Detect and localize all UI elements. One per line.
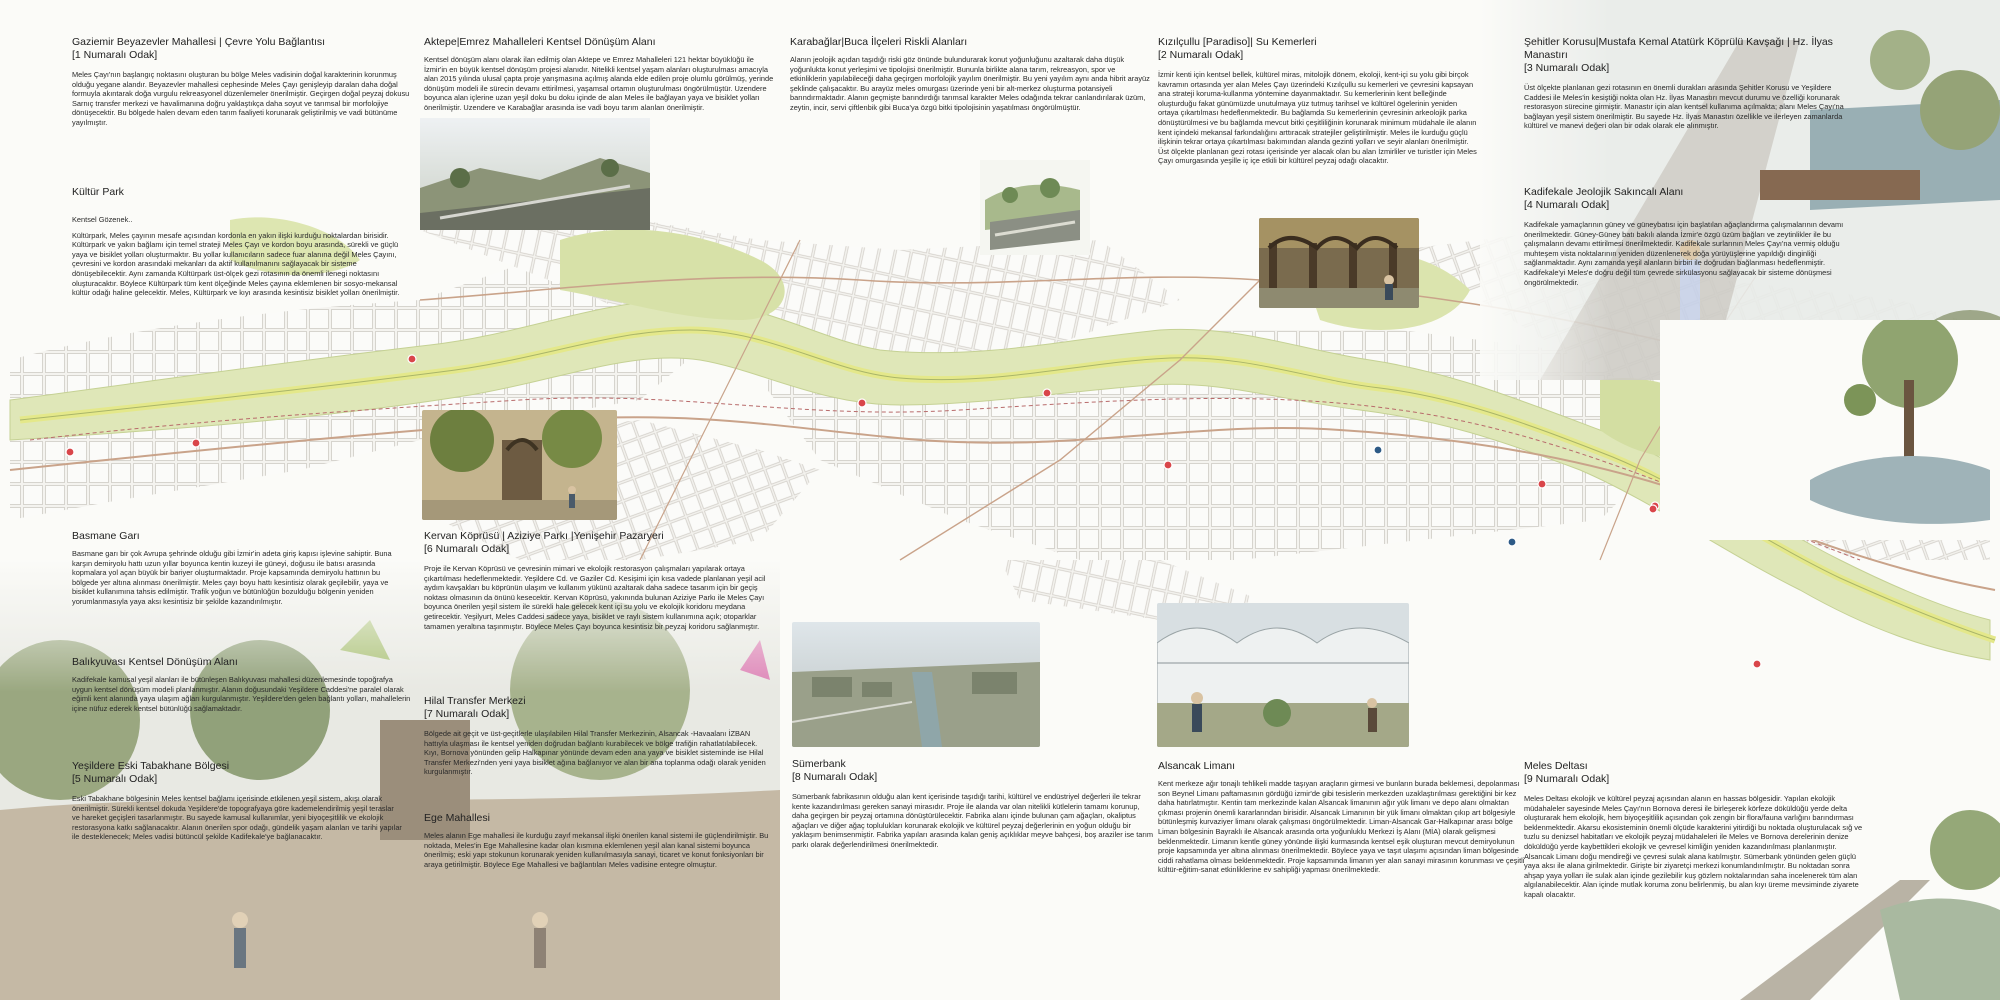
- section-subheading: [6 Numaralı Odak]: [424, 543, 510, 555]
- section-heading: Gaziemir Beyazevler Mahallesi | Çevre Yolu Bağlantısı: [72, 36, 326, 48]
- section-body: Kentsel dönüşüm alanı olarak ilan edilmiş olan Aktepe ve Emrez Mahalleleri 121 hektar büyüklüğü ile İzmir'in en büyük kentsel dönüşüm projesi alanıdır. Nitelikli kentsel yaşam alanları oluşturulması amacıyla alan 2015 yılında ulusal çapta proje yarışmasına açılmış alanda elde edilen proje olumlu görülmüş, yerinde dönüşüm modeli ile sürecin devamı ettirilmesi, yaşamsal ortamın oluşturulması öngörülmüştür. Uzendere boyunca alan içlerine uzan yeşil doku bu doku içinde de alan Meles ile bağlayan yaya ve bisiklet yolları önerilmiştir. Uzendere ve Karabağlar arasında ise vadi boyu tarım alanları önerilmiştir.: [424, 55, 774, 112]
- section-heading: Yeşildere Eski Tabakhane Bölgesi: [72, 760, 230, 772]
- section-body: Bölgede ait geçit ve üst-geçitlerle ulaşılabilen Hilal Transfer Merkezinin, Alsancak -Havaalanı İZBAN hattıyla ulaşması ile kentsel yeniden doğrudan bağlantı kurabilecek ve bölge trafiğin rahatlatılabilecek. Kıyı, Bornova yönünden gelip Halkapınar yönünde devam eden ana yaya ve bisiklet sisteminde ise Hilal Transfer Merkezi'nden yeni yaya bisiklet ağına bağlanıyor ve alan bir ana toplanma odağı olarak yeniden kurgulanmıştır.: [424, 729, 766, 777]
- section-subheading: [7 Numaralı Odak]: [424, 708, 510, 720]
- section-body: Alanın jeolojik açıdan taşıdığı riski göz önünde bulundurarak konut yoğunluğunu azaltarak daha düşük yoğunlukta konut yerleşimi ve tipolojisi önerilmiştir. Bununla birlikte alana tarım, rekreasyon, spor ve etkinliklerin yapılabileceği daha geçirgen morfolojik yayılım önerilmiştir. Bu yeni yayılım aynı anda hibrit arayüz şeklinde çalışacaktır. Bu arayüz meles omurgası üzerinde yeni bir alt-merkez oluşturma potansiyeli barındırmaktadır. Alanın geçmişte barındırdığı tarımsal karakter Meles odağında tekrar canlandırılarak üzüm, zeytin, incir, servi çiftlenbik gibi Buca'ya özgü bitki tipolojisinin yaşatılması öngörülmüştür.: [790, 55, 1150, 112]
- section-tabakhane: [72, 760, 402, 842]
- section-subheading: [3 Numaralı Odak]: [1524, 62, 1610, 74]
- marker-red: [1753, 660, 1761, 668]
- marker-blue: [1374, 446, 1382, 454]
- marker-red: [66, 448, 74, 456]
- photo-aktepe: [420, 118, 650, 230]
- section-heading: Aktepe|Emrez Mahalleleri Kentsel Dönüşüm Alanı: [424, 36, 656, 48]
- section-heading: Kızılçullu [Paradiso]| Su Kemerleri: [1158, 36, 1317, 48]
- section-body: Basmane garı bir çok Avrupa şehrinde olduğu gibi İzmir'in adeta giriş kapısı işlevine sahiptir. Buna karşın demiryolu hattı uzun yıllar boyunca kentin kuzeyi ile güneyi, doğusu ile batısı arasında kopmalara yol açan büyük bir bariyer oluşturmaktadır. Proje kapsamında demiryolu hattının bu bölgede yer altına alınması önerilmiştir. Meles çayı boyu hattı kesintisiz olarak geçilebilir, yaya ve bisiklet kullanımına tahsis edilmiştir. Trafik yoğun ve bütünlüğün bozulduğu bölgenin yeniden yorumlanmasıyla yaya aksı kesintisiz bir şekilde kazandırılmıştır.: [72, 549, 392, 606]
- marker-red: [1043, 389, 1051, 397]
- section-heading: Şehitler Korusu|Mustafa Kemal Atatürk Köprülü Kavşağı | Hz. İlyas Manastırı: [1524, 36, 1833, 61]
- section-aktepe: [424, 36, 774, 113]
- section-body: Meles alanın Ege mahallesi ile kurduğu zayıf mekansal ilişki önerilen kanal sistemi ile güçlendirilmiştir. Bu noktada, Meles'in Ege Mahallesine kadar olan kısmına eklemlenen yeşil alan kanal sistemi boyunca önerilmiş; eski yapı stokunun korunarak yeniden kullanılmasıyla sanayi, ticaret ve konut fonksiyonları bir araya getirilmiştir. Böylece Ege Mahallesi ve bağlantıları Meles vadisine entegre olmuştur.: [424, 831, 769, 869]
- section-hilal: [424, 695, 774, 777]
- section-subheading: [8 Numaralı Odak]: [792, 771, 878, 783]
- section-subheading: [5 Numaralı Odak]: [72, 773, 158, 785]
- section-body: Üst ölçekte planlanan gezi rotasının en önemli durakları arasında Şehitler Korusu ve Yeşildere Caddesi ile Meles'in kesiştiği nokta olan Hz. İlyas Manastırı mevcut durumu ve özelliği korunarak restorasyon sürecine girmiştir. Manastır için alan kentsel kullanıma açılmakta; alanı Meles Çayı'na bağlayan yeşil sistem önerilmiştir. Bu sayede Hz. İlyas Manastırı özellikle ve ilerleyen zamanlarda kültürel ve manevi değeri olan bir odak olarak ele alınmıştır.: [1524, 83, 1844, 131]
- marker-red: [858, 399, 866, 407]
- section-balikyuvasi: [72, 656, 412, 713]
- section-heading: Karabağlar|Buca İlçeleri Riskli Alanları: [790, 36, 968, 48]
- photo-meles-delta: [1660, 320, 2000, 540]
- section-kadifekale: [1524, 186, 1844, 287]
- section-ege: [424, 812, 774, 869]
- section-heading: Balıkyuvası Kentsel Dönüşüm Alanı: [72, 656, 238, 668]
- section-heading: Kervan Köprüsü | Aziziye Parkı |Yenişehir Pazaryeri: [424, 530, 664, 542]
- section-heading: Kadifekale Jeolojik Sakıncalı Alanı: [1524, 186, 1684, 198]
- marker-red: [1164, 461, 1172, 469]
- section-heading: Meles Deltası: [1524, 760, 1588, 772]
- section-kizilcullu: [1158, 36, 1478, 166]
- section-subheading: Kentsel Gözenek..: [72, 215, 133, 224]
- section-body: Kent merkeze ağır tonajlı tehlikeli madde taşıyan araçların girmesi ve bunların burada beklemesi, depolanması son Beynel Limanı paftamasının gördüğü izmir'de gibi tesislerin merkezden uzaklaştırılması gerektiğini bir kez daha hatırlatmıştır. Kentin tam merkezinde kalan Alsancak limanının ağır yük limanı ve depo alanı olmaktan çıkması projenin önemli kararlarından birisidir. Alsancak Limanının bir yük limanı olmaktan çıkıp art bölgesiyle bütünleşmiş kurvaziyer limanı olarak çalışması öngörülmektedir. Liman-Alsancak Gar-Halkapınar arası bölge Liman bölgesinin Bayraklı ile Alsancak arasında orta yoğunluklu Merkezi İş Alanı (MİA) olarak gelişmesi beklenmektedir. Limanın kentle güney yönünde ilişki kurmasında kentsel eşik oluşturan mevcut demiryolunun proje kapsamında yer altına alınması önerilmektedir. Böylece yaya ve taşıt ulaşımı açısından liman bölgesinde ciddi rahatlama olması beklenmektedir. Proje kapsamında limanın yer alan sanayi mirasının korunması ve çeşitli kültür-eğitim-sanat etkinliklerine ev sahipliği yapması önerilmektedir.: [1158, 779, 1525, 875]
- section-meles-deltasi: [1524, 760, 1864, 900]
- section-sehitler: [1524, 36, 1844, 131]
- section-kultur-park: [72, 186, 412, 298]
- section-subheading: [4 Numaralı Odak]: [1524, 199, 1610, 211]
- photo-karabaglar: [980, 160, 1090, 255]
- section-subheading: [1 Numaralı Odak]: [72, 49, 158, 61]
- section-karabaglar: [790, 36, 1150, 113]
- section-heading: Basmane Garı: [72, 530, 140, 542]
- marker-red: [1538, 480, 1546, 488]
- photo-kizilcullu-aqueduct: [1259, 218, 1419, 308]
- section-body: Meles Çayı'nın başlangıç noktasını oluşturan bu bölge Meles vadisinin doğal karakterinin korunmuş olduğu yegane alandır. Beyazevler mahallesi cephesinde Meles Çayı genişleyip daralan daha doğal formuyla akıntarak doğa vurgulu rekreasyonel düzenlemeler önerilmiştir. Geçirgen doğal peyzaj dokusu Sarnıç transfer merkezi ve havalimanına doğru yaklaştıkça daha soyut ve tarımsal bir morfolojiye dönüşecektir. Bu bölgede halen devam eden tarım faaliyeti korunarak geliştirilmiş ve vadi bütünüme yayılmıştır.: [72, 70, 410, 127]
- section-gaziemir: [72, 36, 412, 128]
- marker-red: [408, 355, 416, 363]
- photo-kervan-bridge: [422, 410, 617, 520]
- section-heading: Hilal Transfer Merkezi: [424, 695, 526, 707]
- section-body: Kültürpark, Meles çayının mesafe açısından kordonla en yakın ilişki kurduğu noktalardan birisidir. Kültürpark ve yakın bağlamı için temel strateji Meles Çayı ve kordon boyu arasında, sürekli ve güçlü yaya ve bisiklet yolları oluşturmaktır. Bu yollar kullanıcıların sadece fuar alanına değil Meles Çayını, çevresini ve kordon arasındaki mekanları da aktif kullanılmanını sağlayacak bir sisteme dönüşebilecektir. Aynı zamanda Kültürpark üst-ölçek gezi rotasının da önemli ilenegi noktasını oluşturacaktır. Böylece Kültürpark tüm kent ölçeğinde Meles çayına eklemlenen bir sosyo-mekansal kültür odağı haline gelecektir. Meles, Kültürpark ve kıyı arasında kesintisiz bisiklet yolları önerilmiştir.: [72, 230, 400, 298]
- section-heading: Ege Mahallesi: [424, 812, 490, 824]
- photo-sumerbank: [792, 622, 1040, 747]
- section-sumerbank: [792, 758, 1158, 850]
- section-kervan: [424, 530, 774, 631]
- section-body: Sümerbank fabrikasının olduğu alan kent içerisinde taşıdığı tarihi, kültürel ve endüstriyel değerleri ile tekrar kente kazandırılması gereken sanayi mirasıdır. Proje ile alanda var olan nitelikli kütlelerin tamamı korunup, daha geçirgen bir peyzaj ortamına dönüştürülecektir. Fabrika alanı içinde bulunan çam ağaçları, okaliptus ağaçları ve diğer ağaç toplulukları korunarak ekolojik ve kültürel peyzaj değerlerinin en yoğun olduğu bir yaklaşım benimsenmiştir. Fabrika yapıları arasında kalan geniş açıklıklar meyve bahçesi, boş araziler ise tarım parkı olarak değerlendirilmesi önerilmektedir.: [792, 792, 1154, 849]
- section-body: Meles Deltası ekolojik ve kültürel peyzaj açısından alanın en hassas bölgesidir. Yapılan ekolojik müdahaleler sayesinde Meles Çayı'nın Bornova deresi ile birleşerek körfeze döküldüğü yerde delta oluşturarak hem ekolojik, hem biyoçeşitlilik açısından çok zengin bir flora/fauna varlığını barındırması beklenmektedir. Akarsu ekosisteminin önemli ölçüde karakterini yitirdiği bu noktada oluşturulacak sığ ve tuzlu su denizsel habitatları ve ekolojik peyzaj müdahaleleri ile Meles ve Bornova derelerinin denize döküldüğü yerde kaybettikleri ekolojik ve çevresel kimliğin yeniden kazandırılması planlanmıştır. Alsancak Limanı doğu mendireği ve çevresi sulak alana katılmıştır. Sümerbank yönünden gelen güçlü yaya aksı ile alana girilmektedir. Girişte bir ziyaretçi merkezi konumlandırılmıştır. Bu noktadan sonra ahşap yaya yolları ile sulak alan içinde gezilebilir kuş gözlem noktalarından saha incelenerek tüm alan algılanabilecektir. Alan içinde mutlak koruma zonu belirlenmiş, bu alan kıyı üreme mevsiminde ziyarete kapalı olacaktır.: [1524, 794, 1863, 899]
- section-heading: Alsancak Limanı: [1158, 760, 1236, 772]
- marker-red: [1649, 505, 1657, 513]
- section-subheading: [2 Numaralı Odak]: [1158, 49, 1244, 61]
- section-body: Kadifekale kamusal yeşil alanları ile bütünleşen Balıkyuvası mahallesi düzenlemesinde topoğrafya uygun kentsel dönüşüm modeli planlanmıştır. Alanın doğusundaki Yeşildere Caddesi'ne paralel olarak eğimli kent alanında yaya ulaşım ağları kurgulanmıştır. Yeşildere'den gelen bağlantı yolları, mahallelerin içine nüfuz ederek kentsel bütünlüğü sağlamaktadır.: [72, 675, 411, 713]
- marker-blue: [1508, 538, 1516, 546]
- section-basmane: [72, 530, 400, 607]
- section-subheading: [9 Numaralı Odak]: [1524, 773, 1610, 785]
- section-body: Eski Tabakhane bölgesinin Meles kentsel bağlamı içerisinde etkilenen yeşil sistem, akışı olarak önerilmiştir. Sürekli kentsel dokuda Yeşildere'de topografyaya göre kademelendirilmiş yeşil teraslar ve hareket geçişleri tasarlanmıştır. Bu sayede kamusal kullanımlar, yeni biyoçeşitlilik ve ekolojik restorasyona katkı sağlanacaktır. Alanın önerilen spor odağı, gündelik yaşam alanları ve tarihi yapılar ile desteklenecek; Meles vadisi bütüncül şekilde Kadifekale'ye bağlanacaktır.: [72, 794, 402, 842]
- section-body: Kadifekale yamaçlarının güney ve güneybatısı için başlatılan ağaçlandırma çalışmalarının devamı önerilmektedir. Güney-Güney batı bakılı alanda İzmir'e özgü üzüm bağları ve zeytinlikler ile bu çalışmaların devamı ettirilmesi önerilmektedir. Kadifekale surlarının Meles Çayı'na vermiş olduğu muhteşem vista noktalarının yeniden düzenlenerek doğa yürüyüşlerine yapıldığı dinginliği sağlanmaktadır. Aynı zamanda yeşil alanların birbiri ile doğrudan bağlanması hedeflenmiştir. Kadifekale'yi Meles'e doğru değil tüm çevrede sirkülasyonu sağlayacak bir sisteme dönüşmesi öngörülmektedir.: [1524, 220, 1844, 287]
- section-alsancak: [1158, 760, 1528, 875]
- section-heading: Sümerbank: [792, 758, 846, 770]
- section-heading: Kültür Park: [72, 186, 124, 198]
- section-body: Proje ile Kervan Köprüsü ve çevresinin mimari ve ekolojik restorasyon çalışmaları yapılarak ortaya çıkartılması hedeflenmektedir. Yeşildere Cd. ve Gaziler Cd. Kesişimi için kısa vadede planlanan yeşil acil aydım kavşakları bu köprünün ulaşım ve kullanım yükünü azaltarak daha sadece tasarım için bir geçiş noktası olmasının da önünü kesecektir. Kervan Köprüsü, yakınında bulunan Aziziye Parkı ile Meles Çayı boyunca önerilen yeşil sistem ile sürekli hale gelecek kent içi su yolu ve ekolojik koridoru meydana getirecektir. Yeşilyurt, Meles Caddesi sadece yaya, bisiklet ve raylı sistem kullanımına açık; otoparklar tamamen yeraltına taşınmıştır. Böylece Meles Çayı boyunca kesintisiz bir peyzaj koridoru sağlanmıştır.: [424, 564, 766, 631]
- photo-alsancak-greenhouse: [1157, 603, 1409, 747]
- marker-red: [192, 439, 200, 447]
- section-body: İzmir kenti için kentsel bellek, kültürel miras, mitolojik dönem, ekoloji, kent-içi su yolu gibi birçok kavramın ortasında yer alan Meles Çayı üzerindeki Kızılçullu su kemerleri ve çevresini kapsayan ana strateji koruma-kullanma yöntemine dayanmaktadır. Su kemerlerinin kent belleğinde oluşturduğu fakat günümüzde unutulmaya yüz tutmuş tarihsel ve kültürel ögelerinin yeniden ortaya çıkartılması hedeflenmektedir. Bu bağlamda Su kemerlerinin çevresinin arkeolojik parka dönüştürülmesi ve bu bağlamda mevcut bitki çeşitliliğinin korunarak minimum müdahale ile alanın kent içindeki mekansal farkındalığını arttıracak stratejiler geliştirilmiştir. Meles ile kurduğu güçlü ilişkinin tekrar ortaya çıkartılması bakımından alanda gezinti yolları ve seyir alanları önerilmiştir. Üst ölçekte planlanan gezi rotası içerisinde yer alacak olan bu alan İzmirliler ve turistler için Meles Çayı omurgasında yeşille iç içe etkili bir kültürel peyzaj odağı olacaktır.: [1158, 70, 1477, 166]
